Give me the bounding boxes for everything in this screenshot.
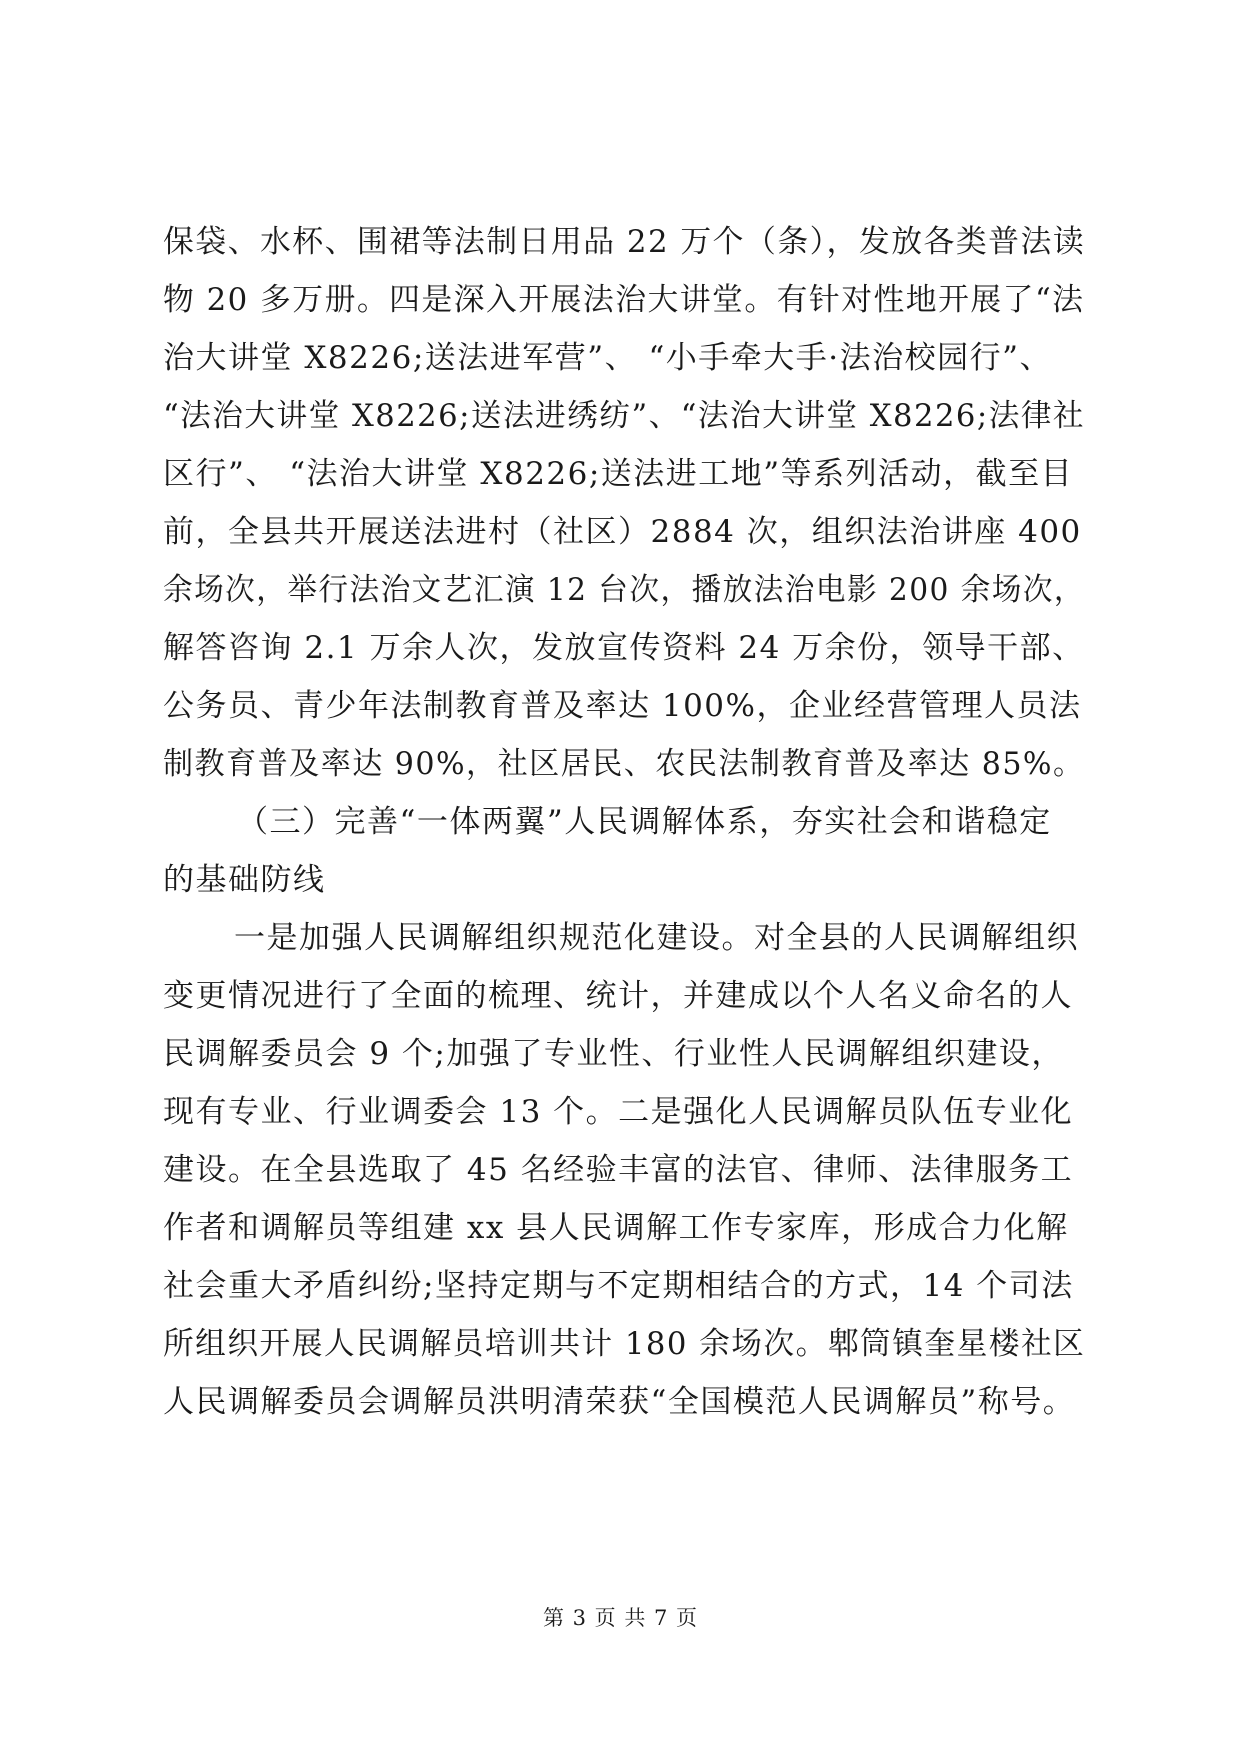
body-text-line: 前，全县共开展送法进村（社区）2884 次，组织法治讲座 400 xyxy=(163,514,1082,550)
body-text-line: 治大讲堂 X8226;送法进军营”、 “小手牵大手·法治校园行”、 xyxy=(163,340,1053,376)
body-text-line: “法治大讲堂 X8226;送法进绣纺”、“法治大讲堂 X8226;法律社 xyxy=(163,398,1086,434)
body-text-line: 解答咨询 2.1 万余人次，发放宣传资料 24 万余份，领导干部、 xyxy=(163,630,1085,666)
body-text-line: 建设。在全县选取了 45 名经验丰富的法官、律师、法律服务工 xyxy=(163,1152,1074,1188)
body-text-line: 区行”、 “法治大讲堂 X8226;送法进工地”等系列活动，截至目 xyxy=(163,456,1074,492)
body-text-line: 民调解委员会 9 个;加强了专业性、行业性人民调解组织建设， xyxy=(163,1036,1064,1072)
body-text-line: 社会重大矛盾纠纷;坚持定期与不定期相结合的方式，14 个司法 xyxy=(163,1268,1074,1304)
body-text-line: 所组织开展人民调解员培训共计 180 余场次。郫筒镇奎星楼社区 xyxy=(163,1326,1086,1362)
body-text-line: 作者和调解员等组建 xx 县人民调解工作专家库，形成合力化解 xyxy=(163,1210,1069,1246)
body-text-line: 制教育普及率达 90%，社区居民、农民法制教育普及率达 85%。 xyxy=(163,746,1085,782)
body-text-line: 变更情况进行了全面的梳理、统计，并建成以个人名义命名的人 xyxy=(163,978,1073,1014)
page-number-footer: 第 3 页 共 7 页 xyxy=(542,1606,699,1630)
paragraph-first-line: 一是加强人民调解组织规范化建设。对全县的人民调解组织 xyxy=(234,920,1079,956)
body-text-line: 公务员、青少年法制教育普及率达 100%，企业经营管理人员法 xyxy=(163,688,1082,724)
body-text-line: 现有专业、行业调委会 13 个。二是强化人民调解员队伍专业化 xyxy=(163,1094,1074,1130)
section-heading: （三）完善“一体两翼”人民调解体系，夯实社会和谐稳定 xyxy=(237,804,1052,840)
body-text-line: 人民调解委员会调解员洪明清荣获“全国模范人民调解员”称号。 xyxy=(163,1384,1076,1420)
body-text-line: 保袋、水杯、围裙等法制日用品 22 万个（条），发放各类普法读 xyxy=(163,224,1086,260)
body-text-line: 余场次，举行法治文艺汇演 12 台次，播放法治电影 200 余场次， xyxy=(163,572,1085,608)
section-heading-continued: 的基础防线 xyxy=(163,862,326,898)
body-text-line: 物 20 多万册。四是深入开展法治大讲堂。有针对性地开展了“法 xyxy=(163,282,1085,318)
